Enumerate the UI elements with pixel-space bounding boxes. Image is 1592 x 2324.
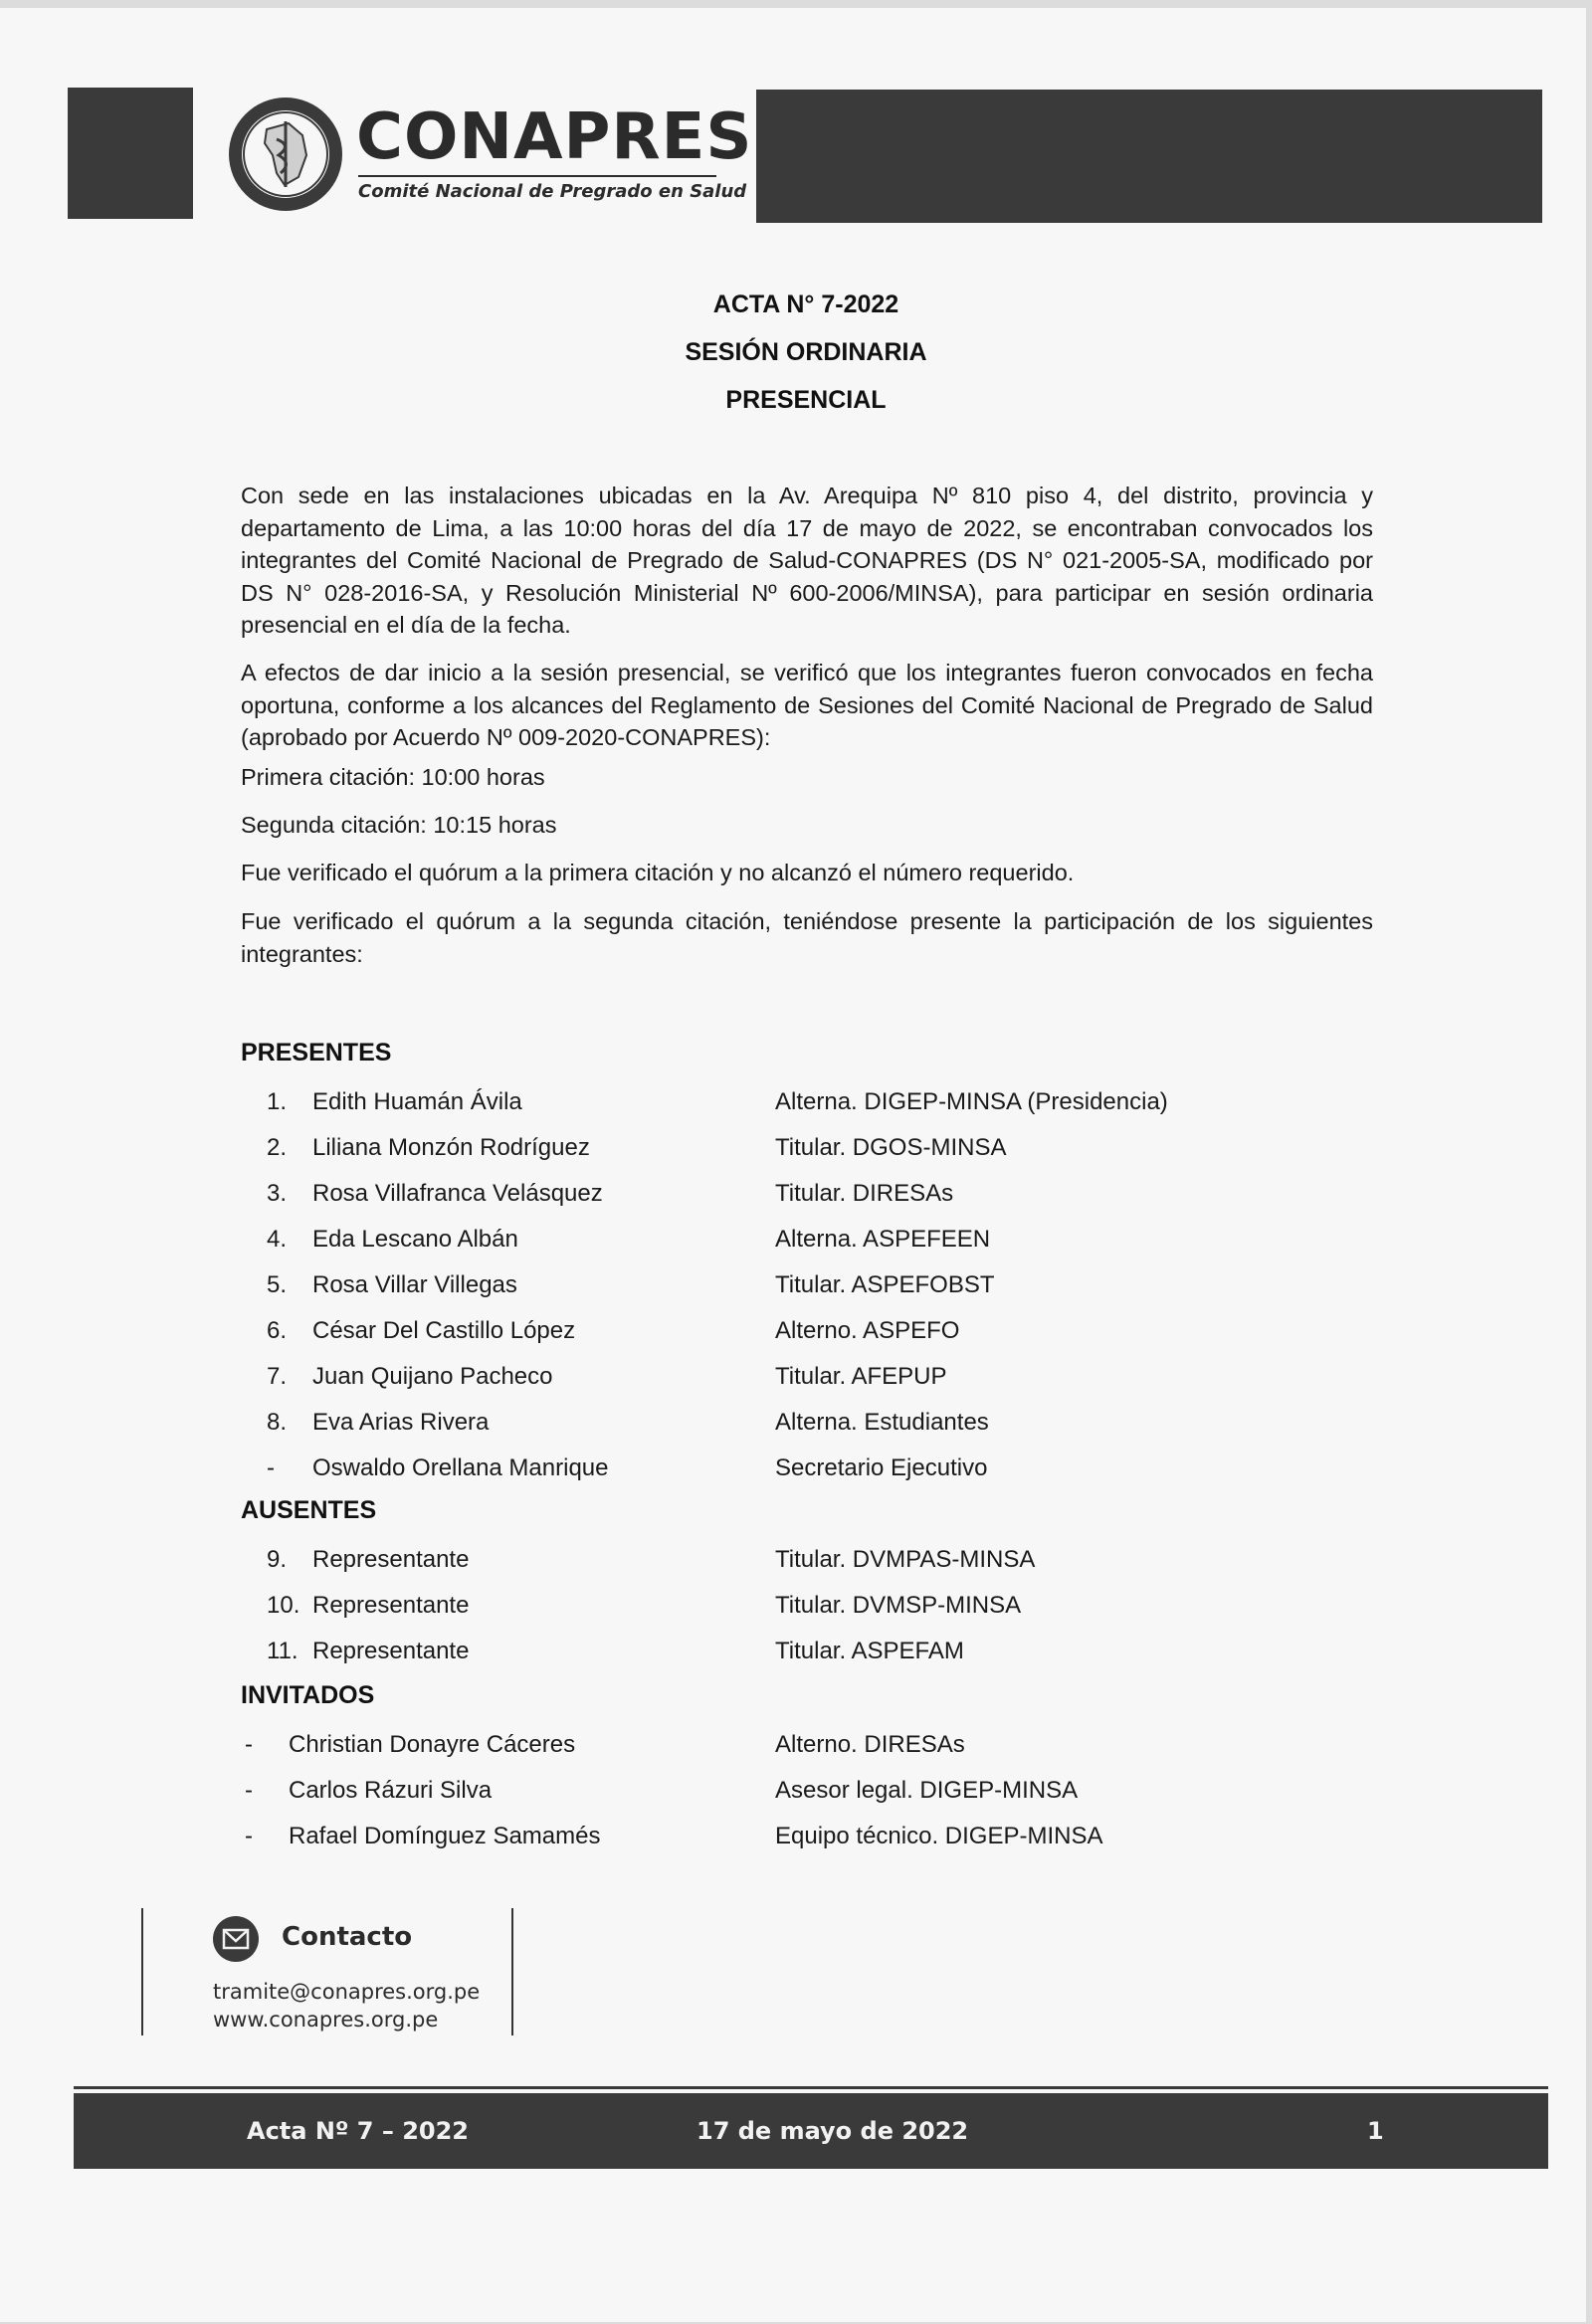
attendee-name: Edith Huamán Ávila: [312, 1088, 522, 1115]
attendee-row: [0, 1454, 1592, 1488]
verification-paragraph: A efectos de dar inicio a la sesión presencial, se verificó que los integrantes fueron convocados en fecha oportuna, conforme a los alcances del Reglamento de Sesiones del Comité Nacional de Pregrado de Salud (aprobado por Acuerdo Nº 009-2020-CONAPRES):: [241, 660, 1373, 750]
absentee-row: [0, 1638, 1592, 1671]
ausentes-heading: AUSENTES: [241, 1496, 377, 1524]
row-bullet: -: [245, 1777, 253, 1804]
row-number: 8.: [267, 1409, 288, 1436]
guest-role: Equipo técnico. DIGEP-MINSA: [775, 1823, 1103, 1849]
attendee-role: Titular. DGOS-MINSA: [775, 1134, 1007, 1161]
absentee-role: Titular. ASPEFAM: [775, 1638, 964, 1664]
attendee-role: Secretario Ejecutivo: [775, 1454, 988, 1481]
acta-number-title: ACTA N° 7-2022: [712, 290, 899, 318]
attendee-row: [0, 1363, 1592, 1397]
invitados-heading: INVITADOS: [241, 1681, 375, 1709]
guest-name: Christian Donayre Cáceres: [289, 1731, 576, 1758]
document-page: [0, 8, 1586, 2322]
attendee-row: [0, 1409, 1592, 1443]
session-mode-title: PRESENCIAL: [725, 386, 887, 414]
attendee-name: Eva Arias Rivera: [312, 1409, 490, 1436]
row-number: 10.: [267, 1592, 300, 1619]
row-bullet: -: [245, 1823, 253, 1849]
attendee-name: Oswaldo Orellana Manrique: [312, 1454, 609, 1481]
attendee-row: [0, 1088, 1592, 1122]
header-right-block: [756, 90, 1542, 223]
org-subtitle: Comité Nacional de Pregrado en Salud: [358, 181, 747, 202]
row-number: 3.: [267, 1180, 288, 1207]
row-number: 7.: [267, 1363, 288, 1390]
attendee-name: Rosa Villafranca Velásquez: [312, 1180, 603, 1207]
footer-bar: [74, 2093, 1548, 2169]
quorum-second-paragraph: Fue verificado el quórum a la segunda citación, teniéndose presente la participación de los siguientes integrantes:: [241, 908, 1373, 967]
absentee-role: Titular. DVMPAS-MINSA: [775, 1546, 1036, 1573]
row-number: 9.: [267, 1546, 288, 1573]
absentee-name: Representante: [312, 1546, 470, 1573]
row-number: 2.: [267, 1134, 288, 1161]
absentee-row: [0, 1546, 1592, 1580]
row-number: 6.: [267, 1317, 288, 1344]
absentee-role: Titular. DVMSP-MINSA: [775, 1592, 1022, 1619]
first-call-line: Primera citación: 10:00 horas: [241, 764, 545, 790]
contact-title: Contacto: [282, 1922, 413, 1952]
guest-row: [0, 1823, 1592, 1856]
row-number: 5.: [267, 1271, 288, 1298]
attendee-row: [0, 1226, 1592, 1259]
presentes-heading: PRESENTES: [241, 1039, 392, 1066]
contact-email[interactable]: tramite@conapres.org.pe: [213, 1980, 481, 2004]
contact-divider-right: [511, 1908, 513, 2035]
guest-row: [0, 1777, 1592, 1811]
row-bullet: -: [245, 1731, 253, 1758]
attendee-row: [0, 1271, 1592, 1305]
guest-name: Carlos Rázuri Silva: [289, 1777, 493, 1804]
row-number: 4.: [267, 1226, 288, 1253]
row-number: 1.: [267, 1088, 288, 1115]
attendee-role: Titular. ASPEFOBST: [775, 1271, 995, 1298]
intro-paragraph: Con sede en las instalaciones ubicadas en la Av. Arequipa Nº 810 piso 4, del distrito, provincia y departamento de Lima, a las 10:00 horas del día 17 de mayo de 2022, se encontraban convocados los integrantes del Comité Nacional de Pregrado de Salud-CONAPRES (DS N° 021-2005-SA, modificado por DS N° 028-2016-SA, y Resolución Ministerial Nº 600-2006/MINSA), para participar en sesión ordinaria presencial en el día de la fecha.: [241, 483, 1373, 638]
logo-divider: [358, 175, 716, 177]
absentee-name: Representante: [312, 1592, 470, 1619]
mail-icon: [213, 1916, 259, 1962]
footer-acta: Acta Nº 7 – 2022: [247, 2117, 470, 2145]
footer-date: 17 de mayo de 2022: [696, 2117, 969, 2145]
guest-name: Rafael Domínguez Samamés: [289, 1823, 601, 1849]
header-left-block: [68, 88, 193, 219]
row-number: 11.: [267, 1638, 298, 1664]
footer-rule: [74, 2086, 1548, 2089]
contact-website[interactable]: www.conapres.org.pe: [213, 2008, 439, 2032]
attendee-name: Rosa Villar Villegas: [312, 1271, 517, 1298]
guest-row: [0, 1731, 1592, 1765]
org-name: CONAPRES: [356, 100, 753, 174]
absentee-name: Representante: [312, 1638, 470, 1664]
attendee-role: Alterna. Estudiantes: [775, 1409, 989, 1436]
attendee-role: Alterna. ASPEFEEN: [775, 1226, 991, 1253]
guest-role: Asesor legal. DIGEP-MINSA: [775, 1777, 1079, 1804]
absentee-row: [0, 1592, 1592, 1626]
attendee-name: Juan Quijano Pacheco: [312, 1363, 553, 1390]
attendee-name: César Del Castillo López: [312, 1317, 576, 1344]
attendee-name: Liliana Monzón Rodríguez: [312, 1134, 590, 1161]
attendee-role: Titular. DIRESAs: [775, 1180, 954, 1207]
footer-page-number: 1: [1367, 2117, 1384, 2145]
attendee-row: [0, 1180, 1592, 1214]
attendee-role: Alterna. DIGEP-MINSA (Presidencia): [775, 1088, 1168, 1115]
contact-divider-left: [141, 1908, 143, 2035]
attendee-role: Alterno. ASPEFO: [775, 1317, 960, 1344]
attendee-row: [0, 1134, 1592, 1168]
attendee-name: Eda Lescano Albán: [312, 1226, 518, 1253]
row-number: -: [267, 1454, 275, 1481]
attendee-role: Titular. AFEPUP: [775, 1363, 947, 1390]
second-call-line: Segunda citación: 10:15 horas: [241, 812, 557, 838]
session-type-title: SESIÓN ORDINARIA: [685, 338, 927, 366]
quorum-first-line: Fue verificado el quórum a la primera citación y no alcanzó el número requerido.: [241, 860, 1075, 885]
attendee-row: [0, 1317, 1592, 1351]
guest-role: Alterno. DIRESAs: [775, 1731, 965, 1758]
conapres-seal-logo: [227, 96, 344, 213]
